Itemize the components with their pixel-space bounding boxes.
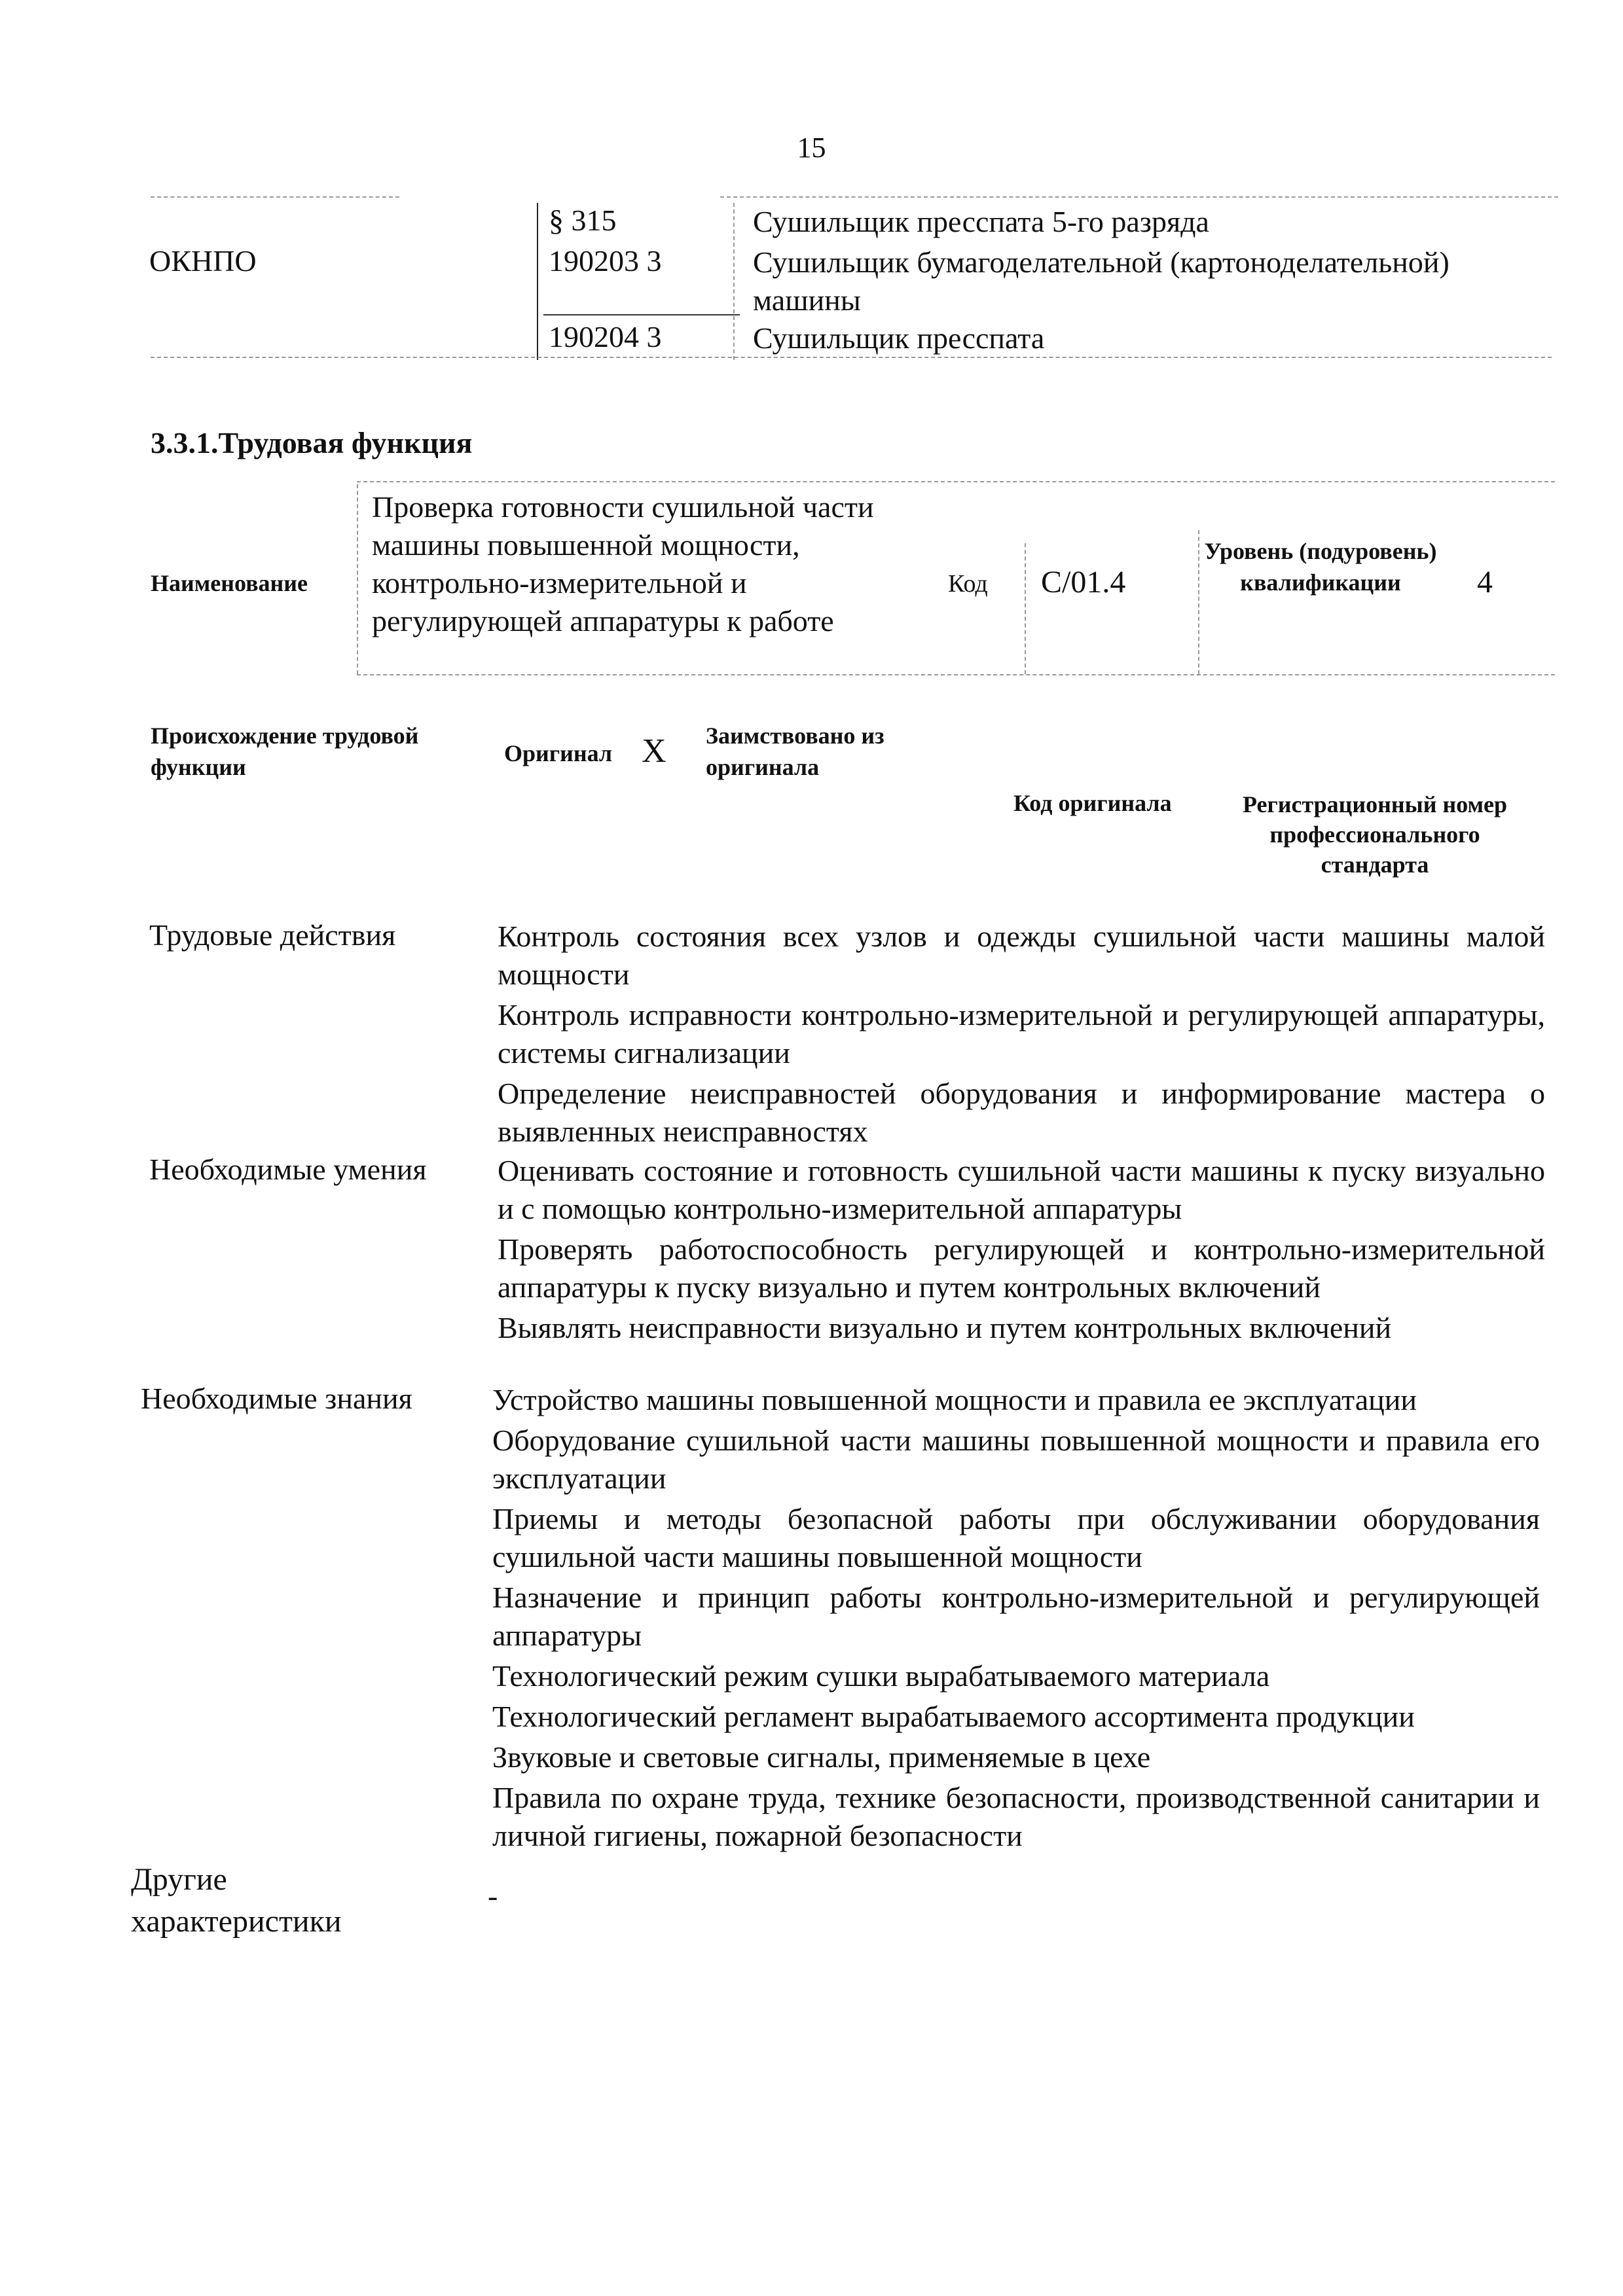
name-label: Наименование (151, 570, 308, 596)
list-item: Технологический регламент вырабатываемого ассортимента продукции (492, 1700, 1415, 1733)
skills-list (498, 1152, 1545, 1350)
original-mark: X (642, 732, 666, 770)
original-label: Оригинал (504, 740, 613, 766)
list-item: Технологический режим сушки вырабатываемого материала (492, 1659, 1270, 1693)
list-item: Назначение и принцип работы контрольно-измерительной и регулирующей аппаратуры (492, 1581, 1540, 1652)
okpdtr-title: Сушильщик бумагоделательной (картоноделательной) машины (753, 245, 1450, 317)
reg-number-label: Регистрационный номер профессионального стандарта (1242, 791, 1508, 878)
origin-label: Происхождение трудовой функции (151, 723, 419, 780)
list-item: Оценивать состояние и готовность сушильной части машины к пуску визуально и с помощью контрольно-измерительной аппаратуры (498, 1154, 1545, 1225)
table-divider (537, 203, 538, 360)
function-level: 4 (1477, 565, 1493, 600)
function-name: Проверка готовности сушильной части машины повышенной мощности, контрольно-измерительной и регулирующей аппаратуры к работе (372, 490, 874, 637)
list-item: Контроль исправности контрольно-измерительной и регулирующей аппаратуры, системы сигнализации (498, 998, 1545, 1069)
header-divider (357, 484, 358, 674)
header-border-top (357, 481, 1555, 482)
table-border-top (720, 196, 1558, 198)
header-border-bottom (357, 674, 1555, 675)
okpdtr-title: Сушильщик пресспата (753, 321, 1045, 355)
other-label: Другие характеристики (131, 1862, 342, 1939)
page-number: 15 (797, 132, 826, 164)
table-divider (733, 203, 735, 360)
knowledge-list (492, 1381, 1540, 1857)
list-item: Проверять работоспособность регулирующей и контрольно-измерительной аппаратуры к пуску визуально и путем контрольных включений (498, 1232, 1545, 1304)
okpdtr-code: 190204 3 (549, 320, 662, 353)
okpdtr-label: ОКНПО (149, 244, 257, 278)
borrowed-label: Заимствовано из оригинала (706, 723, 884, 780)
labor-actions-list (498, 918, 1545, 1153)
header-divider (1025, 543, 1026, 674)
okpdtr-code: § 315 (549, 204, 617, 237)
skills-label: Необходимые умения (149, 1153, 427, 1186)
other-value: - (488, 1879, 498, 1912)
list-item: Оборудование сушильной части машины повышенной мощности и правила его эксплуатации (492, 1424, 1540, 1495)
labor-actions-label: Трудовые действия (149, 918, 396, 952)
table-row-line (543, 314, 740, 315)
code-label: Код (948, 570, 988, 598)
list-item: Выявлять неисправности визуально и путем контрольных включений (498, 1311, 1392, 1344)
code-original-label: Код оригинала (1013, 790, 1172, 816)
list-item: Контроль состояния всех узлов и одежды сушильной части машины малой мощности (498, 920, 1545, 991)
list-item: Устройство машины повышенной мощности и правила ее эксплуатации (492, 1383, 1417, 1416)
table-border-top (151, 196, 399, 198)
okpdtr-code: 190203 3 (549, 244, 662, 278)
okpdtr-title: Сушильщик пресспата 5-го разряда (753, 205, 1209, 238)
list-item: Правила по охране труда, технике безопасности, производственной санитарии и личной гигиены, пожарной безопасности (492, 1781, 1540, 1852)
function-code: C/01.4 (1041, 565, 1126, 600)
list-item: Звуковые и световые сигналы, применяемые в цехе (492, 1740, 1151, 1774)
section-title: 3.3.1.Трудовая функция (151, 426, 473, 459)
knowledge-label: Необходимые знания (141, 1382, 412, 1415)
list-item: Приемы и методы безопасной работы при обслуживании оборудования сушильной части машины повышенной мощности (492, 1502, 1540, 1573)
level-label: Уровень (подуровень) квалификации (1204, 538, 1437, 596)
list-item: Определение неисправностей оборудования и информирование мастера о выявленных неисправностях (498, 1077, 1545, 1148)
